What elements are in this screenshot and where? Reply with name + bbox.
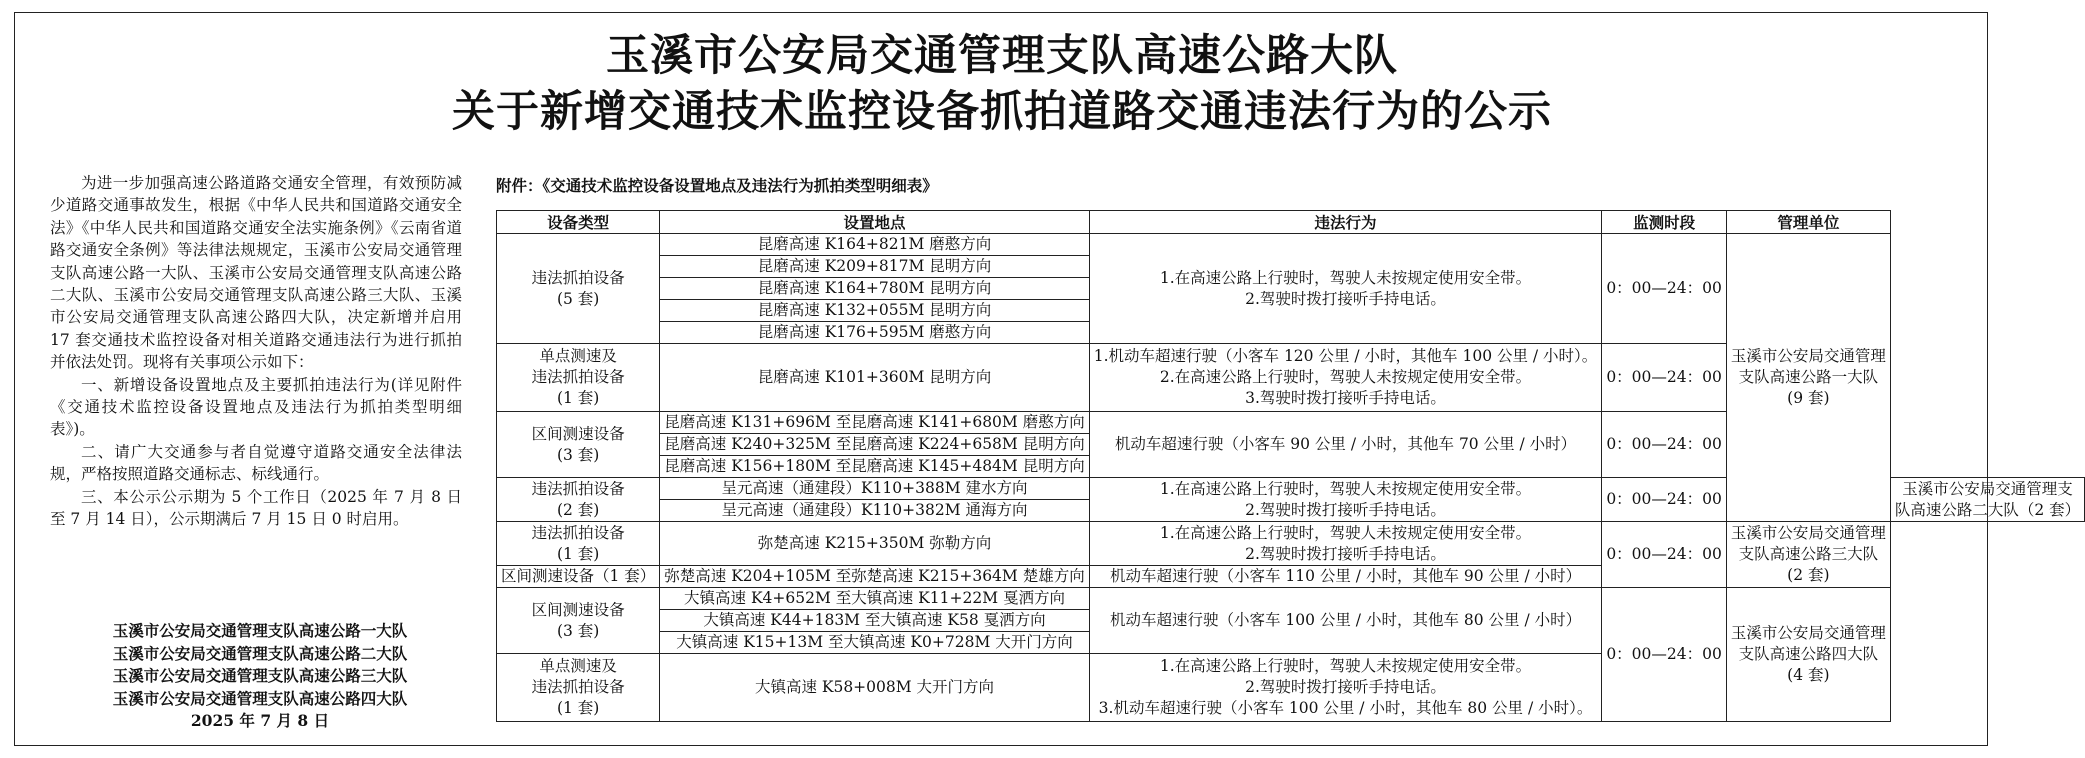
intro-paragraph-3: 二、请广大交通参与者自觉遵守道路交通安全法律法规，严格按照道路交通标志、标线通行。 [50,442,462,484]
location-cell: 大镇高速 K4+652M 至大镇高速 K11+22M 戛洒方向 [660,588,1089,610]
type-cell: 违法抓拍设备 (5 套) [497,234,660,344]
signature-2: 玉溪市公安局交通管理支队高速公路二大队 [112,643,408,663]
location-cell: 弥楚高速 K204+105M 至弥楚高速 K215+364M 楚雄方向 [660,566,1089,588]
period-cell: 0：00—24：00 [1602,478,1727,522]
intro-paragraph-2: 一、新增设备设置地点及主要抓拍违法行为(详见附件《交通技术监控设备设置地点及违法行为抓拍类型明细表》)。 [50,375,462,439]
title-line-1: 玉溪市公安局交通管理支队高速公路大队 [606,31,1398,81]
header-type: 设备类型 [497,211,660,234]
unit-cell: 玉溪市公安局交通管理 支队高速公路三大队 (2 套) [1726,522,1890,588]
intro-paragraph-4: 三、本公示公示期为 5 个工作日（2025 年 7 月 8 日至 7 月 14 日），公示期满后 7 月 15 日 0 时启用。 [50,487,462,529]
period-cell: 0：00—24：00 [1602,234,1727,344]
violation-cell: 1.在高速公路上行驶时，驾驶人未按规定使用安全带。 2.驾驶时拨打接听手持电话。 3.机动车超速行驶（小客车 100 公里 / 小时，其他车 80 公里 / 小时）。 [1089,654,1602,722]
device-table [496,210,2085,722]
type-cell: 单点测速及 违法抓拍设备 (1 套) [497,344,660,412]
table-header-row [497,211,2085,234]
location-cell: 弥楚高速 K215+350M 弥勒方向 [660,522,1089,566]
device-table-wrapper [496,210,2085,722]
location-cell: 昆磨高速 K209+817M 昆明方向 [660,256,1089,278]
location-cell: 昆磨高速 K164+780M 昆明方向 [660,278,1089,300]
table-row [497,234,2085,256]
notice-title [0,28,2004,140]
signature-1: 玉溪市公安局交通管理支队高速公路一大队 [112,621,408,640]
intro-paragraph-1: 为进一步加强高速公路道路交通安全管理，有效预防减少道路交通事故发生，根据《中华人民共和国道路交通安全法》《中华人民共和国道路交通安全法实施条例》《云南省道路交通安全条例》等法律法规规定，玉溪市公安局交通管理支队高速公路一大队、玉溪市公安局交通管理支队高速公路二大队、玉溪市公安局交通管理支队高速公路三大队、玉溪市公安局交通管理支队高速公路四大队，决定新增并启用 17 套交通技术监控设备对相关道路交通违法行为进行抓拍并依法处罚。现将有关事项公示如下： [50,174,462,372]
violation-cell: 机动车超速行驶（小客车 100 公里 / 小时，其他车 80 公里 / 小时） [1089,588,1602,654]
location-cell: 昆磨高速 K240+325M 至昆磨高速 K224+658M 昆明方向 [660,434,1089,456]
intro-text [50,172,462,531]
type-cell: 违法抓拍设备 (2 套) [497,478,660,522]
unit-cell: 玉溪市公安局交通管理支 队高速公路二大队（2 套） [1890,478,2084,522]
period-cell: 0：00—24：00 [1602,412,1727,478]
location-cell: 大镇高速 K58+008M 大开门方向 [660,654,1089,722]
location-cell: 昆磨高速 K176+595M 磨憨方向 [660,322,1089,344]
signature-4: 玉溪市公安局交通管理支队高速公路四大队 [112,688,408,708]
type-cell: 区间测速设备（1 套） [497,566,660,588]
violation-cell: 1.在高速公路上行驶时，驾驶人未按规定使用安全带。 2.驾驶时拨打接听手持电话。 [1089,234,1602,344]
header-unit: 管理单位 [1726,211,1890,234]
violation-cell: 机动车超速行驶（小客车 110 公里 / 小时，其他车 90 公里 / 小时） [1089,566,1602,588]
location-cell: 大镇高速 K15+13M 至大镇高速 K0+728M 大开门方向 [660,632,1089,654]
location-cell: 昆磨高速 K131+696M 至昆磨高速 K141+680M 磨憨方向 [660,412,1089,434]
violation-cell: 1.机动车超速行驶（小客车 120 公里 / 小时，其他车 100 公里 / 小时）。 2.在高速公路上行驶时，驾驶人未按规定使用安全带。 3.驾驶时拨打接听手持电话。 [1089,344,1602,412]
location-cell: 昆磨高速 K132+055M 昆明方向 [660,300,1089,322]
signature-date: 2025 年 7 月 8 日 [190,711,330,730]
signature-3: 玉溪市公安局交通管理支队高速公路三大队 [112,666,408,685]
violation-cell: 机动车超速行驶（小客车 90 公里 / 小时，其他车 70 公里 / 小时） [1089,412,1602,478]
unit-cell: 玉溪市公安局交通管理 支队高速公路四大队 (4 套) [1726,588,1890,722]
violation-cell: 1.在高速公路上行驶时，驾驶人未按规定使用安全带。 2.驾驶时拨打接听手持电话。 [1089,478,1602,522]
type-cell: 区间测速设备 (3 套) [497,412,660,478]
header-period: 监测时段 [1602,211,1727,234]
header-location: 设置地点 [660,211,1089,234]
location-cell: 呈元高速（通建段）K110+382M 通海方向 [660,500,1089,522]
type-cell: 区间测速设备 (3 套) [497,588,660,654]
unit-cell: 玉溪市公安局交通管理 支队高速公路一大队 (9 套) [1726,234,1890,522]
table-row [497,522,2085,566]
violation-cell: 1.在高速公路上行驶时，驾驶人未按规定使用安全带。 2.驾驶时拨打接听手持电话。 [1089,522,1602,566]
period-cell: 0：00—24：00 [1602,522,1727,588]
type-cell: 违法抓拍设备 (1 套) [497,522,660,566]
period-cell: 0：00—24：00 [1602,344,1727,412]
table-row [497,588,2085,610]
type-cell: 单点测速及 违法抓拍设备 (1 套) [497,654,660,722]
location-cell: 呈元高速（通建段）K110+388M 建水方向 [660,478,1089,500]
title-line-2: 关于新增交通技术监控设备抓拍道路交通违法行为的公示 [452,87,1552,137]
location-cell: 昆磨高速 K164+821M 磨憨方向 [660,234,1089,256]
location-cell: 昆磨高速 K101+360M 昆明方向 [660,344,1089,412]
header-violation: 违法行为 [1089,211,1602,234]
attachment-caption: 附件：《交通技术监控设备设置地点及违法行为抓拍类型明细表》 [496,176,938,195]
period-cell: 0：00—24：00 [1602,588,1727,722]
location-cell: 大镇高速 K44+183M 至大镇高速 K58 戛洒方向 [660,610,1089,632]
signature-block [60,620,460,733]
location-cell: 昆磨高速 K156+180M 至昆磨高速 K145+484M 昆明方向 [660,456,1089,478]
